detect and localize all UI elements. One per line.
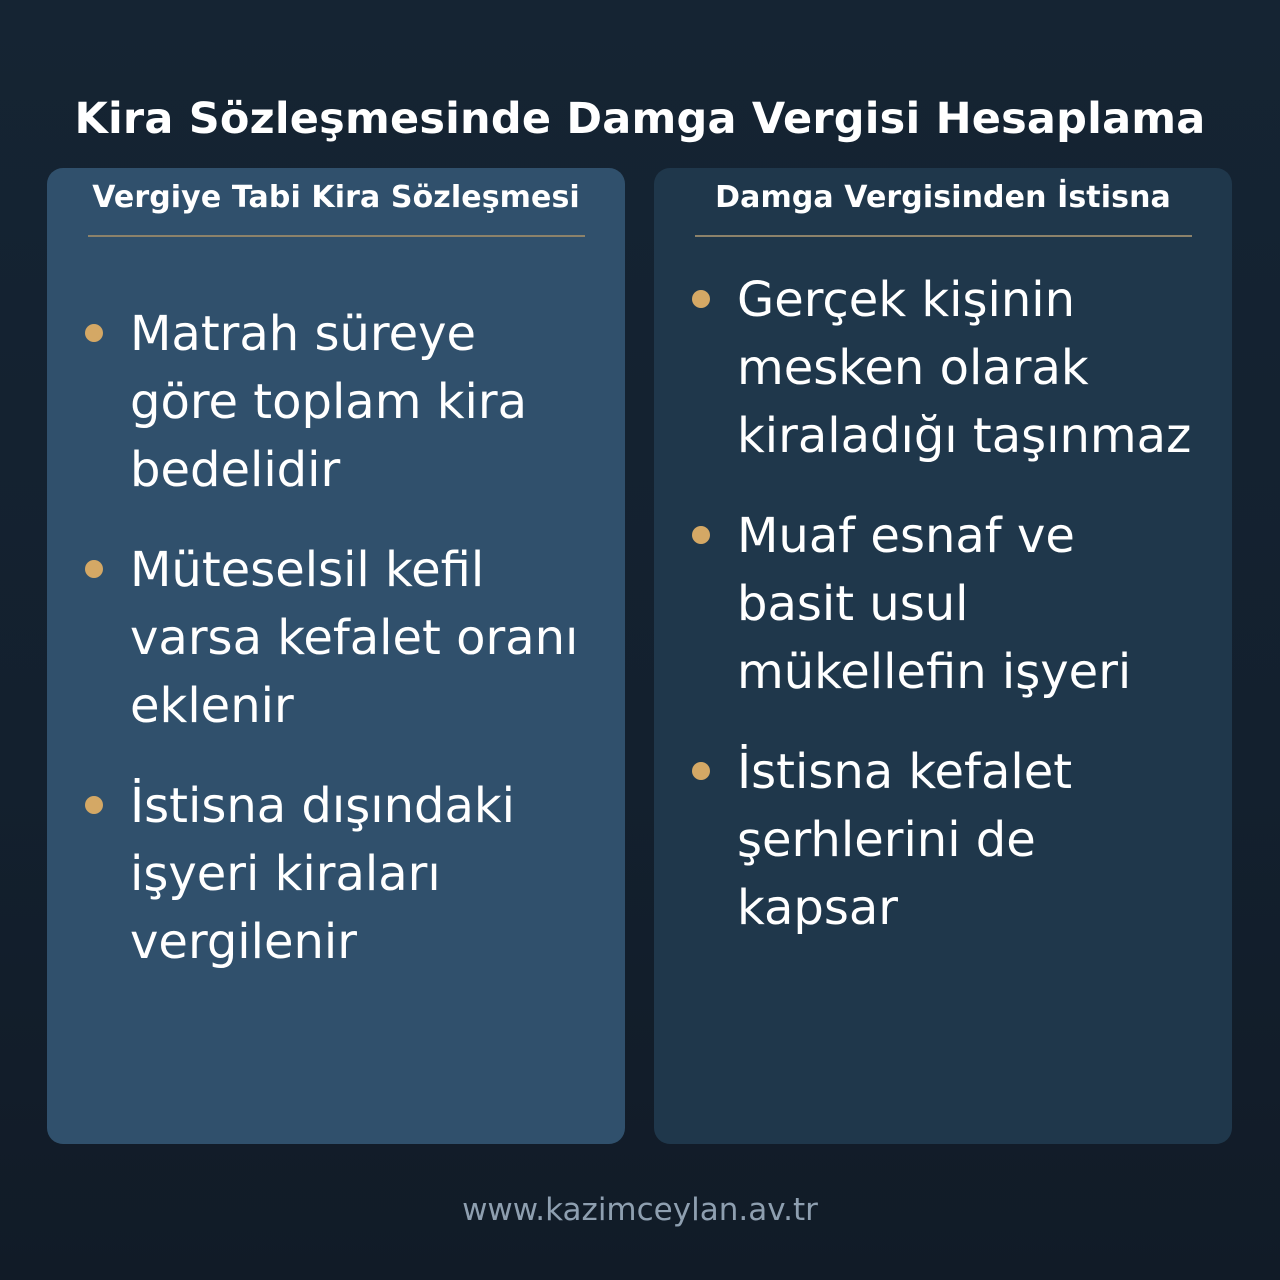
heading-divider	[88, 235, 585, 237]
list-item	[654, 738, 1232, 942]
heading-divider	[695, 235, 1192, 237]
list-item-text: İstisna dışındaki işyeri kiraları vergilenir	[130, 778, 516, 970]
list-item-text: Gerçek kişinin mesken olarak kiraladığı taşınmaz	[737, 272, 1192, 464]
list-item	[654, 266, 1232, 470]
list-item	[47, 772, 625, 976]
bullet-icon	[692, 290, 710, 308]
bullet-icon	[692, 762, 710, 780]
bullet-icon	[692, 526, 710, 544]
bullet-icon	[85, 324, 103, 342]
bullet-list	[654, 266, 1232, 974]
panel-heading: Damga Vergisinden İstisna	[715, 180, 1171, 215]
bullet-list	[47, 300, 625, 1008]
list-item-text: İstisna kefalet şerhlerini de kapsar	[737, 744, 1073, 936]
list-item-text: Muaf esnaf ve basit usul mükellefin işyeri	[737, 508, 1132, 700]
list-item	[654, 502, 1232, 706]
bullet-icon	[85, 560, 103, 578]
exemption-panel	[654, 168, 1232, 1144]
footer-url: www.kazimceylan.av.tr	[462, 1192, 818, 1228]
list-item	[47, 536, 625, 740]
page-title: Kira Sözleşmesinde Damga Vergisi Hesaplama	[74, 93, 1206, 144]
bullet-icon	[85, 796, 103, 814]
taxable-lease-panel	[47, 168, 625, 1144]
list-item	[47, 300, 625, 504]
panel-heading: Vergiye Tabi Kira Sözleşmesi	[92, 180, 580, 215]
list-item-text: Müteselsil kefil varsa kefalet oranı eklenir	[130, 542, 579, 734]
list-item-text: Matrah süreye göre toplam kira bedelidir	[130, 306, 528, 498]
